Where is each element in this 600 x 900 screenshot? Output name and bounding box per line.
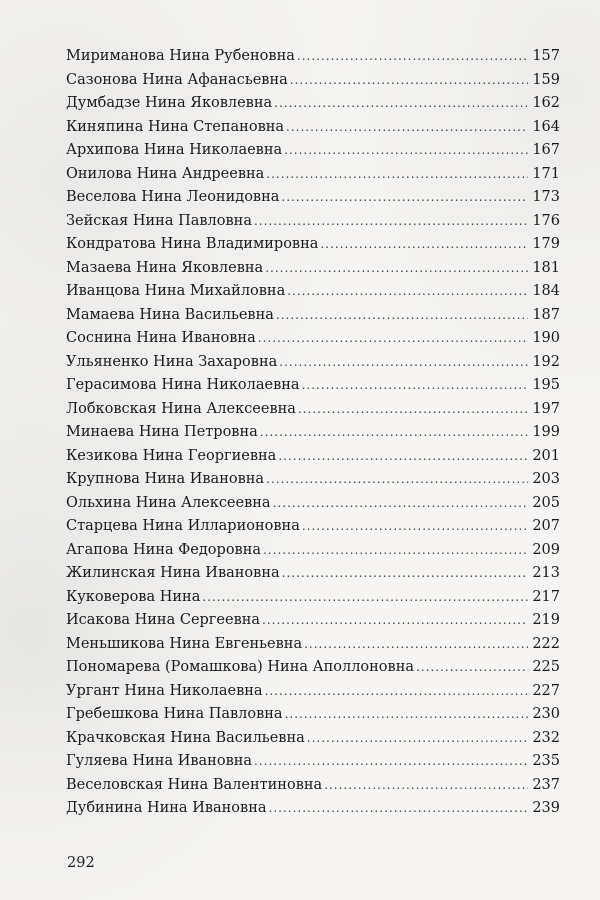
toc-dot-leader bbox=[282, 566, 528, 580]
toc-dot-leader bbox=[273, 496, 528, 510]
toc-entry-page: 164 bbox=[532, 118, 560, 135]
toc-dot-leader bbox=[266, 167, 528, 181]
toc-entry bbox=[66, 753, 560, 777]
toc-entry-name: Крупнова Нина Ивановна bbox=[66, 471, 265, 487]
toc-entry bbox=[66, 683, 560, 707]
toc-dot-leader bbox=[265, 684, 528, 698]
toc-entry bbox=[66, 307, 560, 331]
toc-entry-name: Мириманова Нина Рубеновна bbox=[66, 48, 295, 64]
toc-dot-leader bbox=[284, 143, 528, 157]
toc-entry-page: 237 bbox=[532, 776, 560, 793]
toc-entry-page: 167 bbox=[532, 142, 560, 158]
toc-entry-page: 219 bbox=[532, 612, 560, 628]
toc-entry-name: Герасимова Нина Николаевна bbox=[66, 377, 300, 393]
toc-entry-page: 173 bbox=[532, 189, 560, 205]
toc-entry-page: 187 bbox=[532, 306, 560, 323]
toc-entry bbox=[66, 189, 560, 213]
toc-dot-leader bbox=[290, 73, 528, 87]
toc-entry-page: 190 bbox=[532, 330, 560, 346]
toc-entry-name: Кондратова Нина Владимировна bbox=[66, 236, 319, 252]
toc-entry-page: 197 bbox=[532, 400, 560, 417]
toc-dot-leader bbox=[276, 308, 528, 322]
toc-entry-page: 159 bbox=[532, 71, 560, 88]
toc-entry-page: 227 bbox=[532, 682, 560, 699]
toc-dot-leader bbox=[202, 590, 528, 604]
toc-dot-leader bbox=[285, 707, 528, 721]
toc-entry-page: 184 bbox=[532, 283, 560, 299]
toc-entry-page: 239 bbox=[532, 800, 560, 816]
toc-entry-page: 192 bbox=[532, 353, 560, 370]
toc-entry bbox=[66, 589, 560, 613]
toc-dot-leader bbox=[265, 261, 528, 275]
toc-entry bbox=[66, 612, 560, 636]
toc-entry-page: 205 bbox=[532, 494, 560, 511]
toc-entry-name: Киняпина Нина Степановна bbox=[66, 118, 285, 135]
toc-entry bbox=[66, 800, 560, 824]
page-number: 292 bbox=[67, 855, 95, 871]
toc-dot-leader bbox=[302, 378, 528, 392]
toc-entry-name: Архипова Нина Николаевна bbox=[66, 142, 283, 158]
toc-entry-page: 176 bbox=[532, 212, 560, 229]
toc-entry-name: Онилова Нина Андреевна bbox=[66, 165, 265, 182]
toc-entry-name: Жилинская Нина Ивановна bbox=[66, 565, 280, 581]
toc-entry bbox=[66, 213, 560, 237]
toc-entry-page: 162 bbox=[532, 95, 560, 111]
toc-entry bbox=[66, 659, 560, 683]
toc-dot-leader bbox=[260, 425, 528, 439]
toc-entry-page: 179 bbox=[532, 236, 560, 252]
toc-entry-page: 213 bbox=[532, 565, 560, 581]
toc-entry-page: 225 bbox=[532, 659, 560, 675]
toc-dot-leader bbox=[262, 613, 528, 627]
toc-entry bbox=[66, 377, 560, 401]
toc-entry bbox=[66, 354, 560, 378]
toc-entry-page: 157 bbox=[532, 48, 560, 64]
toc-dot-leader bbox=[274, 96, 528, 110]
toc-dot-leader bbox=[281, 190, 528, 204]
toc-entry-page: 217 bbox=[532, 588, 560, 605]
toc-entry-page: 207 bbox=[532, 518, 560, 534]
toc-entry bbox=[66, 72, 560, 96]
toc-dot-leader bbox=[324, 778, 528, 792]
toc-dot-leader bbox=[269, 801, 528, 815]
toc-dot-leader bbox=[416, 660, 528, 674]
toc-entry-name: Пономарева (Ромашкова) Нина Аполлоновна bbox=[66, 659, 415, 675]
toc-entry bbox=[66, 166, 560, 190]
toc-dot-leader bbox=[320, 237, 528, 251]
toc-dot-leader bbox=[298, 402, 528, 416]
toc-entry bbox=[66, 260, 560, 284]
toc-entry bbox=[66, 565, 560, 589]
toc-entry-name: Сазонова Нина Афанасьевна bbox=[66, 71, 288, 88]
toc-dot-leader bbox=[297, 49, 528, 63]
toc-entry-page: 235 bbox=[532, 753, 560, 769]
toc-entry-name: Крачковская Нина Васильевна bbox=[66, 729, 305, 746]
toc-entry-name: Соснина Нина Ивановна bbox=[66, 330, 256, 346]
toc-entry-name: Меньшикова Нина Евгеньевна bbox=[66, 635, 303, 652]
toc-entry bbox=[66, 48, 560, 72]
toc-entry-name: Ульяненко Нина Захаровна bbox=[66, 353, 278, 370]
toc-entry bbox=[66, 706, 560, 730]
toc-entry bbox=[66, 401, 560, 425]
toc-entry-name: Исакова Нина Сергеевна bbox=[66, 612, 261, 628]
toc-dot-leader bbox=[254, 214, 528, 228]
toc-entry bbox=[66, 448, 560, 472]
toc-entry bbox=[66, 495, 560, 519]
toc-dot-leader bbox=[307, 731, 528, 745]
toc-entry-page: 195 bbox=[532, 377, 560, 393]
toc-entry-page: 201 bbox=[532, 447, 560, 464]
toc-entry-name: Мазаева Нина Яковлевна bbox=[66, 259, 264, 276]
toc-entry bbox=[66, 777, 560, 801]
toc-entry-name: Гребешкова Нина Павловна bbox=[66, 706, 283, 722]
toc-entry-name: Мамаева Нина Васильевна bbox=[66, 306, 274, 323]
toc-entry-page: 171 bbox=[532, 165, 560, 182]
toc-entry bbox=[66, 236, 560, 260]
toc-entry-page: 222 bbox=[532, 635, 560, 652]
toc-entry-page: 203 bbox=[532, 471, 560, 487]
toc-entry-name: Куковерова Нина bbox=[66, 588, 201, 605]
toc-dot-leader bbox=[266, 472, 528, 486]
toc-entry bbox=[66, 636, 560, 660]
toc-entry-name: Веселовская Нина Валентиновна bbox=[66, 776, 323, 793]
toc-entry bbox=[66, 119, 560, 143]
toc-entry bbox=[66, 471, 560, 495]
toc-entry-page: 230 bbox=[532, 706, 560, 722]
toc-entry-name: Гуляева Нина Ивановна bbox=[66, 753, 253, 769]
toc-entry bbox=[66, 730, 560, 754]
toc-entry bbox=[66, 330, 560, 354]
toc-dot-leader bbox=[286, 120, 528, 134]
toc-dot-leader bbox=[278, 449, 528, 463]
toc-dot-leader bbox=[263, 543, 528, 557]
toc-entry-name: Ургант Нина Николаевна bbox=[66, 682, 263, 699]
toc-dot-leader bbox=[254, 754, 528, 768]
toc-dot-leader bbox=[279, 355, 528, 369]
toc-entry-page: 232 bbox=[532, 729, 560, 746]
toc-entry-name: Зейская Нина Павловна bbox=[66, 212, 252, 229]
toc-entry-page: 209 bbox=[532, 541, 560, 558]
toc-entry-name: Иванцова Нина Михайловна bbox=[66, 283, 286, 299]
toc-entry-name: Агапова Нина Федоровна bbox=[66, 541, 262, 558]
table-of-contents bbox=[66, 48, 560, 824]
toc-entry-name: Думбадзе Нина Яковлевна bbox=[66, 95, 273, 111]
toc-dot-leader bbox=[302, 519, 528, 533]
toc-entry-name: Минаева Нина Петровна bbox=[66, 424, 258, 440]
toc-dot-leader bbox=[304, 637, 528, 651]
toc-entry bbox=[66, 95, 560, 119]
toc-entry bbox=[66, 542, 560, 566]
toc-entry bbox=[66, 142, 560, 166]
toc-dot-leader bbox=[287, 284, 528, 298]
toc-dot-leader bbox=[258, 331, 528, 345]
toc-entry-page: 181 bbox=[532, 259, 560, 276]
toc-entry bbox=[66, 518, 560, 542]
toc-entry-name: Кезикова Нина Георгиевна bbox=[66, 447, 277, 464]
toc-entry-name: Лобковская Нина Алексеевна bbox=[66, 400, 296, 417]
toc-entry-name: Ольхина Нина Алексеевна bbox=[66, 494, 271, 511]
toc-entry-page: 199 bbox=[532, 424, 560, 440]
toc-entry bbox=[66, 424, 560, 448]
toc-entry-name: Веселова Нина Леонидовна bbox=[66, 189, 280, 205]
toc-entry-name: Дубинина Нина Ивановна bbox=[66, 800, 267, 816]
toc-entry-name: Старцева Нина Илларионовна bbox=[66, 518, 300, 534]
toc-entry bbox=[66, 283, 560, 307]
